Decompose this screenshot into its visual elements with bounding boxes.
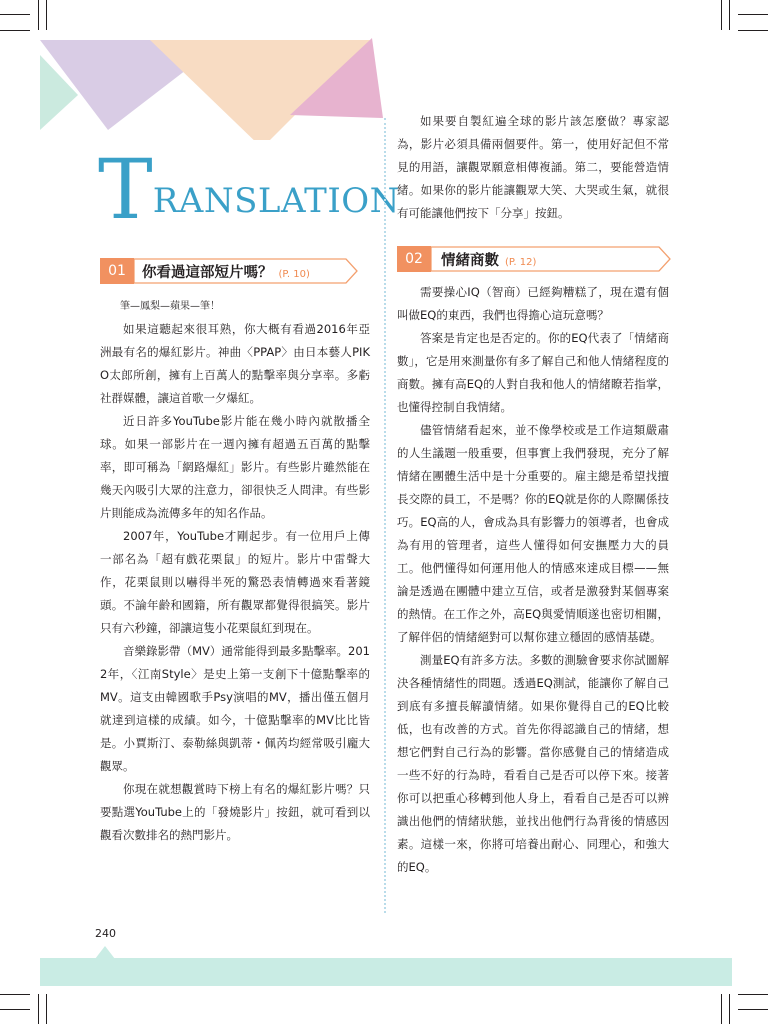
section-1-paragraph: 近日許多YouTube影片能在幾小時內就散播全球。如果一部影片在一週內擁有超過五百萬的點擊率，即可稱為「網路爆紅」影片。有些影片雖然能在幾天內吸引大眾的注意力，卻很快乏人問津。有些影片則能成為流傳多年的知名作品。 <box>100 414 370 520</box>
crop-mark-tr-v <box>721 0 722 30</box>
crop-mark-br-h2 <box>738 1009 768 1010</box>
crop-mark-tr-v2 <box>729 0 730 30</box>
right-intro-paragraph: 如果要自製紅遍全球的影片該怎麼做？專家認為，影片必須具備兩個要件。第一，使用好記但不常見的用語，讓觀眾願意相傳複誦。第二，要能營造情緒。如果你的影片能讓觀眾大笑、大哭或生氣，就很有可能讓他們按下「分享」按鈕。 <box>397 114 669 220</box>
section-2-page-ref: (P. 12) <box>505 257 537 268</box>
section-1-body <box>100 295 370 847</box>
section-2-paragraph: 測量EQ有許多方法。多數的測驗會要求你試圖解決各種情緒性的問題。透過EQ測試，能讓你了解自己到底有多擅長解讀情緒。如果你覺得自己的EQ比較低，也有改善的方式。首先你得認識自己的情緒，想想它們對自己行為的影響。當你感覺自己的情緒造成一些不好的行為時，看看自己是否可以停下來。接著你可以把重心移轉到他人身上，看看自己是否可以辨識出他們的情緒狀態，並找出他們行為背後的情感因素。這樣一來，你將可培養出耐心、同理心，和強大的EQ。 <box>397 653 669 874</box>
section-2-number: 02 <box>397 246 431 272</box>
section-1-paragraph: 2007年，YouTube才剛起步。有一位用戶上傳一部名為「超有戲花栗鼠」的短片。影片中雷聲大作，花栗鼠則以嚇得半死的驚恐表情轉過來看著鏡頭。不論年齡和國籍，所有觀眾都覺得很搞笑。影片只有六秒鐘，卻讓這隻小花栗鼠紅到現在。 <box>100 529 370 635</box>
right-intro-body <box>397 110 669 225</box>
crop-mark-bl-h2 <box>0 1009 30 1010</box>
crop-mark-bl-v2 <box>46 994 47 1024</box>
crop-mark-bl-h <box>0 994 30 995</box>
crop-mark-tr-h <box>738 14 768 15</box>
section-1-header <box>100 258 355 284</box>
decorative-triangles <box>0 0 400 140</box>
footer-band <box>40 958 732 986</box>
section-2-body <box>397 281 669 879</box>
section-2-paragraph: 儘管情緒看起來，並不像學校或是工作這類嚴肅的人生議題一般重要，但事實上我們發現，充分了解情緒在團體生活中是十分重要的。雇主總是希望找擅長交際的員工，不是嗎？你的EQ就是你的人際關係技巧。EQ高的人，會成為具有影響力的領導者，也會成為有用的管理者，這些人懂得如何安撫壓力大的員工。他們懂得如何運用他人的情感來達成目標——無論是透過在團體中建立互信，或者是激發對某個專案的熱情。在工作之外，高EQ與愛情順遂也密切相關，了解伴侶的情緒絕對可以幫你建立穩固的感情基礎。 <box>397 423 669 644</box>
page-title <box>98 143 400 238</box>
crop-mark-tr-h2 <box>738 30 768 31</box>
crop-mark-br-v <box>721 994 722 1024</box>
section-2-title: 情緒商數 <box>441 253 499 269</box>
section-1-paragraph: 如果這聽起來很耳熟，你大概有看過2016年亞洲最有名的爆紅影片。神曲〈PPAP〉由日本藝人PIKO太郎所創，擁有上百萬人的點擊率與分享率。多虧社群媒體，讓這首歌一夕爆紅。 <box>100 322 370 405</box>
title-rest: RANSLATION <box>152 181 400 221</box>
section-1-number: 01 <box>100 258 134 284</box>
section-1-paragraph: 音樂錄影帶（MV）通常能得到最多點擊率。2012年，〈江南Style〉是史上第一支創下十億點擊率的MV。這支由韓國歌手Psy演唱的MV，播出僅五個月就達到這樣的成績。如今，十億點擊率的MV比比皆是。小賈斯汀、泰勒絲與凱蒂・佩芮均經常吸引龐大觀眾。 <box>100 644 370 773</box>
section-2-heading <box>441 249 536 270</box>
section-1-title: 你看過這部短片嗎？ <box>142 265 273 281</box>
section-2-paragraph: 需要操心IQ（智商）已經夠糟糕了，現在還有個叫做EQ的東西，我們也得擔心這玩意嗎？ <box>397 285 669 322</box>
section-1-paragraph: 你現在就想觀賞時下榜上有名的爆紅影片嗎？只要點選YouTube上的「發燒影片」按鈕，就可看到以觀看次數排名的熱門影片。 <box>100 782 370 842</box>
crop-mark-br-v2 <box>729 994 730 1024</box>
crop-mark-br-h <box>738 994 768 995</box>
section-1-page-ref: (P. 10) <box>278 269 310 280</box>
column-divider <box>384 118 386 913</box>
page-number: 240 <box>95 927 116 940</box>
section-2-header <box>397 246 672 272</box>
section-1-byline: 筆—鳳梨—蘋果—筆！ <box>120 301 220 312</box>
section-2-paragraph: 答案是肯定也是否定的。你的EQ代表了「情緒商數」，它是用來測量你有多了解自己和他人情緒程度的商數。擁有高EQ的人對自我和他人的情緒瞭若指掌，也懂得控制自我情緒。 <box>397 331 669 414</box>
title-initial: T <box>98 143 153 238</box>
crop-mark-bl-v <box>38 994 39 1024</box>
section-1-heading <box>142 261 310 282</box>
